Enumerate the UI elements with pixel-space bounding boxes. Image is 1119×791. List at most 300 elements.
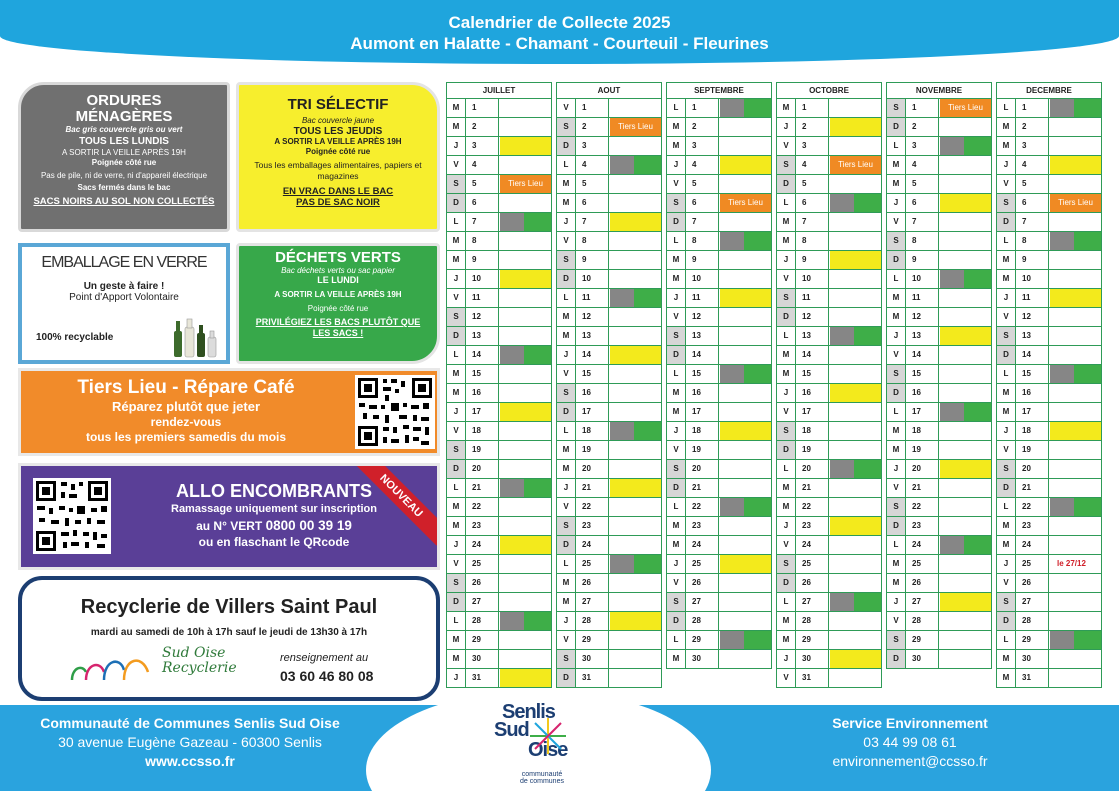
calendar-day-row bbox=[996, 479, 1102, 498]
day-number: 28 bbox=[796, 612, 829, 630]
calendar-day-row bbox=[556, 403, 662, 422]
calendar-day-row bbox=[776, 156, 882, 175]
weekday-letter: S bbox=[887, 631, 906, 649]
green-waste-marker bbox=[744, 631, 771, 649]
weekday-letter: V bbox=[777, 403, 796, 421]
day-number: 11 bbox=[796, 289, 829, 307]
recyclerie-panel bbox=[18, 576, 440, 701]
weekday-letter: V bbox=[777, 270, 796, 288]
encombrants-line-1: Ramassage uniquement sur inscription bbox=[171, 503, 377, 515]
tiers-lieu-line-1: Réparez plutôt que jeter bbox=[111, 399, 261, 414]
day-number: 20 bbox=[796, 460, 829, 478]
weekday-letter: S bbox=[557, 251, 576, 269]
gray-bin-marker bbox=[1050, 365, 1074, 383]
calendar-day-row bbox=[446, 650, 552, 669]
yellow-bin-marker bbox=[500, 137, 551, 155]
weekday-letter: D bbox=[997, 612, 1016, 630]
tri-when: A SORTIR LA VEILLE APRÈS 19H bbox=[274, 137, 402, 146]
recyclerie-hands-logo-icon bbox=[68, 650, 158, 686]
day-number: 11 bbox=[466, 289, 499, 307]
calendar-day-row bbox=[446, 346, 552, 365]
weekday-letter: D bbox=[447, 327, 466, 345]
ordures-bin: Bac gris couvercle gris ou vert bbox=[65, 125, 183, 134]
weekday-letter: M bbox=[447, 631, 466, 649]
calendar-day-row bbox=[556, 631, 662, 650]
calendar-day-row bbox=[666, 612, 772, 631]
glass-bottles-icon bbox=[172, 317, 222, 359]
yellow-bin-marker bbox=[720, 156, 771, 174]
calendar-day-row bbox=[886, 327, 992, 346]
day-number: 20 bbox=[576, 460, 609, 478]
calendar-day-row bbox=[776, 289, 882, 308]
day-number: 8 bbox=[1016, 232, 1049, 250]
weekday-letter: L bbox=[447, 213, 466, 231]
green-waste-marker bbox=[634, 555, 661, 573]
weekday-letter: J bbox=[557, 213, 576, 231]
weekday-letter: M bbox=[777, 498, 796, 516]
day-number: 15 bbox=[1016, 365, 1049, 383]
recyclerie-title: Recyclerie de Villers Saint Paul bbox=[80, 596, 378, 618]
tiers-lieu-panel bbox=[18, 368, 440, 456]
weekday-letter: V bbox=[557, 365, 576, 383]
calendar-day-row bbox=[776, 498, 882, 517]
day-number: 2 bbox=[576, 118, 609, 136]
weekday-letter: V bbox=[667, 308, 686, 326]
calendar-day-row bbox=[886, 156, 992, 175]
day-number: 21 bbox=[1016, 479, 1049, 497]
weekday-letter: M bbox=[777, 99, 796, 117]
calendar-day-row bbox=[556, 99, 662, 118]
weekday-letter: M bbox=[777, 479, 796, 497]
day-number: 14 bbox=[906, 346, 939, 364]
calendar-day-row bbox=[776, 631, 882, 650]
day-number: 28 bbox=[466, 612, 499, 630]
header-band bbox=[0, 0, 1119, 64]
weekday-letter: V bbox=[667, 441, 686, 459]
day-number: 12 bbox=[906, 308, 939, 326]
yellow-bin-marker bbox=[940, 460, 991, 478]
footer-phone[interactable]: 03 44 99 08 61 bbox=[863, 734, 957, 750]
day-number: 27 bbox=[466, 593, 499, 611]
footer-right bbox=[740, 714, 1080, 771]
weekday-letter: S bbox=[997, 327, 1016, 345]
weekday-letter: M bbox=[777, 365, 796, 383]
tiers-lieu-line-3: tous les premiers samedis du mois bbox=[85, 430, 287, 444]
calendar-day-row bbox=[886, 194, 992, 213]
weekday-letter: S bbox=[887, 498, 906, 516]
day-number: 14 bbox=[576, 346, 609, 364]
calendar-day-row bbox=[886, 479, 992, 498]
day-number: 18 bbox=[576, 422, 609, 440]
green-waste-marker bbox=[634, 156, 661, 174]
day-number: 23 bbox=[576, 517, 609, 535]
weekday-letter: M bbox=[667, 650, 686, 668]
day-number: 19 bbox=[686, 441, 719, 459]
day-number: 24 bbox=[686, 536, 719, 554]
dechets-tip: PRIVILÉGIEZ LES BACS PLUTÔT QUE LES SACS ! bbox=[255, 317, 421, 338]
tri-title: TRI SÉLECTIF bbox=[287, 96, 389, 113]
day-number: 11 bbox=[906, 289, 939, 307]
day-number: 23 bbox=[466, 517, 499, 535]
logo-word-sud: Sud bbox=[494, 719, 529, 741]
gray-bin-marker bbox=[720, 365, 744, 383]
calendar-day-row bbox=[666, 555, 772, 574]
footer-email-link[interactable]: environnement@ccsso.fr bbox=[832, 753, 988, 769]
weekday-letter: M bbox=[997, 650, 1016, 668]
weekday-letter: S bbox=[557, 384, 576, 402]
weekday-letter: M bbox=[667, 137, 686, 155]
calendar-day-row bbox=[556, 650, 662, 669]
day-number: 1 bbox=[576, 99, 609, 117]
day-number: 19 bbox=[906, 441, 939, 459]
weekday-letter: V bbox=[777, 137, 796, 155]
ordures-closed-bags: Sacs fermés dans le bac bbox=[77, 183, 171, 192]
tri-selectif-panel bbox=[236, 82, 440, 232]
calendar-day-row bbox=[666, 498, 772, 517]
calendar-day-row bbox=[556, 270, 662, 289]
weekday-letter: L bbox=[887, 536, 906, 554]
calendar-day-row bbox=[446, 99, 552, 118]
green-waste-marker bbox=[854, 327, 881, 345]
calendar-day-row bbox=[776, 479, 882, 498]
day-number: 5 bbox=[466, 175, 499, 193]
day-number: 11 bbox=[576, 289, 609, 307]
day-number: 4 bbox=[1016, 156, 1049, 174]
calendar-day-row bbox=[996, 118, 1102, 137]
weekday-letter: L bbox=[997, 631, 1016, 649]
gray-bin-marker bbox=[500, 346, 524, 364]
calendar-day-row bbox=[886, 99, 992, 118]
weekday-letter: S bbox=[777, 289, 796, 307]
day-number: 31 bbox=[466, 669, 499, 687]
day-number: 13 bbox=[466, 327, 499, 345]
weekday-letter: L bbox=[997, 498, 1016, 516]
logo-word-oise: Oise bbox=[528, 739, 568, 761]
tiers-lieu-marker: Tiers Lieu bbox=[500, 175, 551, 193]
calendar-day-row bbox=[776, 327, 882, 346]
day-number: 22 bbox=[576, 498, 609, 516]
green-waste-marker bbox=[854, 593, 881, 611]
tiers-lieu-marker: Tiers Lieu bbox=[720, 194, 771, 212]
calendar-day-row bbox=[776, 175, 882, 194]
day-number: 30 bbox=[466, 650, 499, 668]
day-number: 25 bbox=[796, 555, 829, 573]
verre-panel bbox=[18, 243, 230, 364]
weekday-letter: V bbox=[997, 574, 1016, 592]
weekday-letter: M bbox=[557, 194, 576, 212]
weekday-letter: J bbox=[447, 536, 466, 554]
encombrants-line-3: ou en flaschant le QRcode bbox=[198, 535, 350, 549]
weekday-letter: M bbox=[997, 384, 1016, 402]
calendar-day-row bbox=[446, 631, 552, 650]
weekday-letter: J bbox=[447, 270, 466, 288]
gray-bin-marker bbox=[500, 479, 524, 497]
green-waste-marker bbox=[634, 289, 661, 307]
weekday-letter: L bbox=[997, 99, 1016, 117]
yellow-bin-marker bbox=[830, 384, 881, 402]
tiers-lieu-line-2: rendez-vous bbox=[150, 415, 222, 429]
day-number: 13 bbox=[686, 327, 719, 345]
month-header: JUILLET bbox=[446, 82, 552, 99]
logo-sub-2: de communes bbox=[520, 778, 564, 785]
weekday-letter: J bbox=[997, 156, 1016, 174]
day-number: 29 bbox=[796, 631, 829, 649]
weekday-letter: S bbox=[997, 460, 1016, 478]
weekday-letter: S bbox=[557, 118, 576, 136]
calendar-day-row bbox=[886, 289, 992, 308]
weekday-letter: S bbox=[447, 175, 466, 193]
day-number: 26 bbox=[906, 574, 939, 592]
calendar-day-row bbox=[996, 308, 1102, 327]
weekday-letter: J bbox=[997, 422, 1016, 440]
green-waste-marker bbox=[744, 232, 771, 250]
yellow-bin-marker bbox=[1050, 156, 1101, 174]
day-number: 10 bbox=[576, 270, 609, 288]
day-number: 6 bbox=[796, 194, 829, 212]
day-number: 14 bbox=[1016, 346, 1049, 364]
weekday-letter: M bbox=[997, 118, 1016, 136]
gray-bin-marker bbox=[720, 232, 744, 250]
weekday-letter: D bbox=[557, 137, 576, 155]
weekday-letter: D bbox=[447, 593, 466, 611]
gray-bin-marker bbox=[720, 498, 744, 516]
weekday-letter: M bbox=[447, 365, 466, 383]
weekday-letter: D bbox=[557, 536, 576, 554]
day-number: 9 bbox=[686, 251, 719, 269]
dechets-where: Poignée côté rue bbox=[307, 304, 369, 313]
allo-encombrants-panel bbox=[18, 463, 440, 570]
weekday-letter: J bbox=[777, 517, 796, 535]
weekday-letter: V bbox=[667, 574, 686, 592]
calendar-day-row bbox=[666, 346, 772, 365]
gray-bin-marker bbox=[500, 213, 524, 231]
calendar-day-row bbox=[776, 213, 882, 232]
day-number: 4 bbox=[906, 156, 939, 174]
weekday-letter: L bbox=[667, 498, 686, 516]
calendar-day-row bbox=[666, 384, 772, 403]
calendar-day-row bbox=[996, 460, 1102, 479]
calendar-day-row bbox=[776, 517, 882, 536]
day-number: 17 bbox=[576, 403, 609, 421]
encombrants-phone[interactable]: 0800 00 39 19 bbox=[265, 518, 352, 533]
calendar-day-row bbox=[996, 669, 1102, 688]
weekday-letter: L bbox=[777, 327, 796, 345]
weekday-letter: L bbox=[557, 156, 576, 174]
weekday-letter: L bbox=[667, 99, 686, 117]
weekday-letter: S bbox=[997, 194, 1016, 212]
day-number: 7 bbox=[576, 213, 609, 231]
weekday-letter: J bbox=[887, 460, 906, 478]
weekday-letter: V bbox=[557, 631, 576, 649]
day-number: 17 bbox=[466, 403, 499, 421]
day-number: 19 bbox=[796, 441, 829, 459]
calendar-day-row bbox=[996, 194, 1102, 213]
green-waste-marker bbox=[524, 346, 551, 364]
calendar-day-row bbox=[556, 251, 662, 270]
gray-bin-marker bbox=[610, 555, 634, 573]
green-waste-marker bbox=[1074, 631, 1101, 649]
calendar-day-row bbox=[776, 536, 882, 555]
calendar-day-row bbox=[776, 669, 882, 688]
calendar-day-row bbox=[666, 574, 772, 593]
day-number: 24 bbox=[466, 536, 499, 554]
encombrants-qr-code-icon[interactable] bbox=[33, 478, 111, 554]
weekday-letter: L bbox=[447, 346, 466, 364]
weekday-letter: M bbox=[447, 118, 466, 136]
yellow-bin-marker bbox=[500, 536, 551, 554]
calendar-day-row bbox=[446, 479, 552, 498]
calendar-day-row bbox=[556, 194, 662, 213]
footer-left bbox=[20, 714, 360, 771]
recyclerie-phone[interactable]: 03 60 46 80 08 bbox=[280, 668, 374, 684]
calendar-day-row bbox=[886, 365, 992, 384]
weekday-letter: D bbox=[997, 479, 1016, 497]
calendar-day-row bbox=[886, 232, 992, 251]
day-number: 25 bbox=[906, 555, 939, 573]
day-number: 3 bbox=[466, 137, 499, 155]
weekday-letter: M bbox=[447, 232, 466, 250]
day-number: 30 bbox=[796, 650, 829, 668]
recyclerie-logo-line-1: Sud Oise bbox=[162, 645, 226, 661]
calendar-day-row bbox=[996, 498, 1102, 517]
weekday-letter: M bbox=[447, 99, 466, 117]
day-number: 14 bbox=[796, 346, 829, 364]
day-number: 26 bbox=[466, 574, 499, 592]
weekday-letter: J bbox=[887, 327, 906, 345]
weekday-letter: V bbox=[557, 232, 576, 250]
weekday-letter: M bbox=[887, 441, 906, 459]
day-number: 8 bbox=[796, 232, 829, 250]
calendar-day-row bbox=[776, 346, 882, 365]
day-number: 18 bbox=[1016, 422, 1049, 440]
ccsso-logo bbox=[488, 700, 578, 790]
weekday-letter: J bbox=[667, 156, 686, 174]
calendar-day-row bbox=[446, 194, 552, 213]
day-number: 22 bbox=[906, 498, 939, 516]
calendar-day-row bbox=[446, 403, 552, 422]
weekday-letter: M bbox=[557, 175, 576, 193]
weekday-letter: D bbox=[887, 384, 906, 402]
day-number: 9 bbox=[906, 251, 939, 269]
tiers-lieu-qr-code-icon[interactable] bbox=[355, 375, 435, 449]
weekday-letter: V bbox=[667, 175, 686, 193]
weekday-letter: D bbox=[667, 479, 686, 497]
day-number: 19 bbox=[576, 441, 609, 459]
weekday-letter: V bbox=[887, 479, 906, 497]
day-number: 9 bbox=[796, 251, 829, 269]
calendar-day-row bbox=[446, 156, 552, 175]
footer-address: 30 avenue Eugène Gazeau - 60300 Senlis bbox=[58, 734, 322, 750]
weekday-letter: S bbox=[997, 593, 1016, 611]
weekday-letter: D bbox=[667, 346, 686, 364]
weekday-letter: M bbox=[997, 251, 1016, 269]
calendar-day-row bbox=[996, 346, 1102, 365]
day-number: 29 bbox=[906, 631, 939, 649]
calendar-day-row bbox=[556, 574, 662, 593]
day-number: 13 bbox=[576, 327, 609, 345]
yellow-bin-marker bbox=[720, 422, 771, 440]
calendar-day-row bbox=[556, 517, 662, 536]
day-number: 31 bbox=[576, 669, 609, 687]
calendar-day-row bbox=[446, 669, 552, 688]
day-number: 6 bbox=[1016, 194, 1049, 212]
month-header: NOVEMBRE bbox=[886, 82, 992, 99]
encombrants-phone-prefix: au N° VERT bbox=[196, 519, 263, 533]
calendar-day-row bbox=[776, 118, 882, 137]
calendar-day-row bbox=[556, 232, 662, 251]
day-number: 22 bbox=[1016, 498, 1049, 516]
calendar-day-row bbox=[446, 308, 552, 327]
weekday-letter: J bbox=[667, 422, 686, 440]
calendar-day-row bbox=[556, 555, 662, 574]
day-number: 6 bbox=[686, 194, 719, 212]
calendar-day-row bbox=[556, 213, 662, 232]
gray-bin-marker bbox=[1050, 631, 1074, 649]
day-number: 19 bbox=[466, 441, 499, 459]
ordures-title-2: MÉNAGÈRES bbox=[75, 108, 173, 125]
weekday-letter: M bbox=[887, 422, 906, 440]
dechets-day: LE LUNDI bbox=[317, 275, 359, 285]
day-number: 12 bbox=[1016, 308, 1049, 326]
day-number: 7 bbox=[796, 213, 829, 231]
weekday-letter: S bbox=[447, 574, 466, 592]
weekday-letter: J bbox=[447, 669, 466, 687]
yellow-bin-marker bbox=[720, 289, 771, 307]
calendar-day-row bbox=[776, 403, 882, 422]
gray-bin-marker bbox=[610, 422, 634, 440]
day-number: 2 bbox=[906, 118, 939, 136]
green-waste-marker bbox=[854, 194, 881, 212]
calendar-day-row bbox=[666, 156, 772, 175]
calendar-day-row bbox=[666, 289, 772, 308]
weekday-letter: M bbox=[557, 441, 576, 459]
yellow-bin-marker bbox=[940, 593, 991, 611]
verre-line-2: Point d'Apport Volontaire bbox=[69, 292, 179, 303]
weekday-letter: L bbox=[997, 232, 1016, 250]
yellow-bin-marker bbox=[610, 346, 661, 364]
day-number: 23 bbox=[796, 517, 829, 535]
day-number: 5 bbox=[1016, 175, 1049, 193]
yellow-bin-marker bbox=[940, 194, 991, 212]
footer-website-link[interactable]: www.ccsso.fr bbox=[145, 753, 235, 769]
day-number: 18 bbox=[906, 422, 939, 440]
day-number: 13 bbox=[1016, 327, 1049, 345]
weekday-letter: L bbox=[777, 460, 796, 478]
dechets-title: DÉCHETS VERTS bbox=[275, 249, 401, 266]
day-number: 17 bbox=[906, 403, 939, 421]
month-header: OCTOBRE bbox=[776, 82, 882, 99]
day-number: 20 bbox=[1016, 460, 1049, 478]
weekday-letter: M bbox=[667, 118, 686, 136]
calendar-day-row bbox=[886, 213, 992, 232]
weekday-letter: S bbox=[667, 194, 686, 212]
logo-word-senlis: Senlis bbox=[502, 701, 555, 723]
weekday-letter: M bbox=[777, 232, 796, 250]
month-header: SEPTEMBRE bbox=[666, 82, 772, 99]
weekday-letter: M bbox=[557, 593, 576, 611]
calendar-day-row bbox=[886, 346, 992, 365]
gray-bin-marker bbox=[500, 612, 524, 630]
day-number: 3 bbox=[686, 137, 719, 155]
day-number: 30 bbox=[686, 650, 719, 668]
weekday-letter: M bbox=[447, 517, 466, 535]
gray-bin-marker bbox=[720, 631, 744, 649]
day-number: 3 bbox=[906, 137, 939, 155]
calendar-day-row bbox=[886, 593, 992, 612]
day-number: 24 bbox=[1016, 536, 1049, 554]
yellow-bin-marker bbox=[1050, 289, 1101, 307]
weekday-letter: J bbox=[887, 593, 906, 611]
